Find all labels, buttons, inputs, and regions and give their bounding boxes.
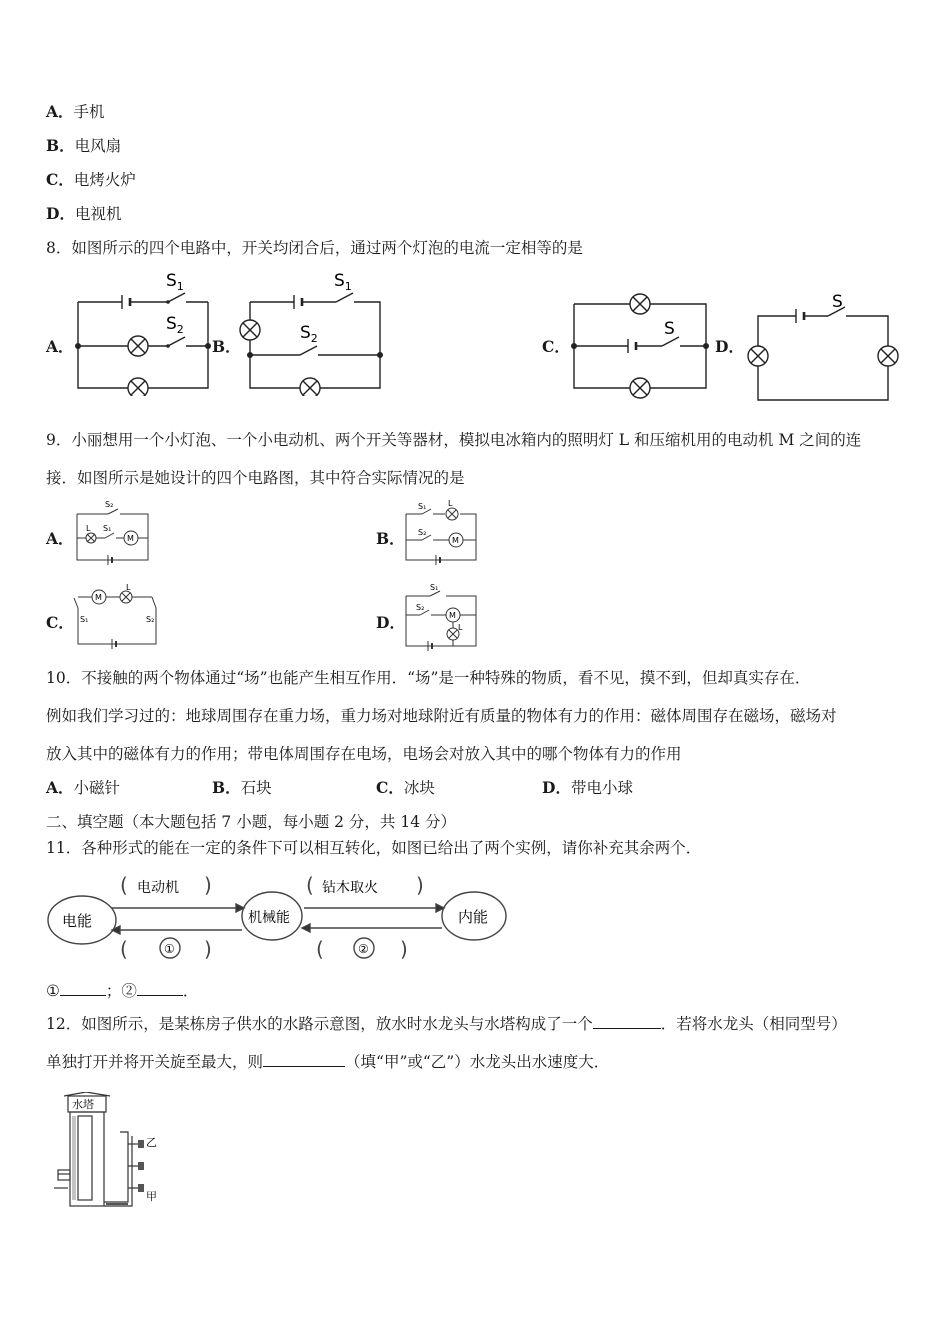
q8-circuit-c [566, 288, 716, 406]
label-blank-1: ① [164, 942, 175, 956]
q8-label-d: D． [715, 337, 744, 356]
q12-water-tower-diagram [54, 1092, 164, 1216]
q8-b-s1-label: $S_1$ [334, 271, 352, 293]
q8-label-a: A． [46, 337, 74, 356]
q9-b-lamp: L [448, 499, 453, 508]
q9-c-s2: S₂ [146, 615, 155, 624]
svg-text:(: ( [316, 937, 324, 961]
q7-option-d: D．电视机 [46, 204, 122, 223]
svg-text:(: ( [120, 937, 128, 961]
label-motor: 电动机 [137, 880, 179, 896]
q9-c-s1: S₁ [80, 615, 89, 624]
label-tap-yi: 乙 [146, 1136, 157, 1149]
q9-label-d: D． [376, 613, 405, 632]
q9-circuit-b [400, 498, 482, 568]
q8-c-s-label: S [664, 319, 675, 339]
label-internal-energy: 内能 [458, 908, 489, 926]
svg-text:): ) [400, 937, 408, 961]
q7-option-b: B．电风扇 [46, 136, 122, 155]
svg-text:(: ( [306, 873, 314, 897]
q8-label-b: B． [212, 337, 241, 356]
q10-option-a: A．小磁针 [46, 778, 121, 797]
q9-a-s1: S₁ [103, 524, 112, 533]
q9-d-lamp: L [458, 623, 463, 632]
svg-text:): ) [204, 873, 212, 897]
q9-b-s1: S₁ [418, 502, 427, 511]
q8-a-s2-label: $S_2$ [166, 314, 184, 336]
label-tap-jia: 甲 [146, 1190, 157, 1203]
q12-line1: 12．如图所示，是某栋房子供水的水路示意图，放水时水龙头与水塔构成了一个 ．若将水龙头（相同型号） [46, 1015, 847, 1033]
svg-text:): ) [416, 873, 424, 897]
q9-circuit-d [400, 582, 482, 654]
q9-d-s1: S₁ [430, 583, 439, 592]
q8-b-s2-label: $S_2$ [300, 323, 318, 345]
q8-circuit-a [66, 268, 216, 396]
q9-a-motor: M [127, 534, 134, 543]
q10-option-b: B．石块 [212, 778, 272, 797]
q8-circuit-b [232, 268, 392, 396]
q10-option-d: D．带电小球 [542, 778, 633, 797]
q12-blank-2[interactable] [263, 1066, 345, 1067]
q8-d-s-label: S [832, 292, 843, 312]
q9-circuit-c [72, 582, 162, 652]
q9-stem-line1: 9．小丽想用一个小灯泡、一个小电动机、两个开关等器材，模拟电冰箱内的照明灯 L 和压缩机用的电动机 M 之间的连 [46, 431, 862, 449]
q9-c-lamp: L [126, 583, 131, 592]
svg-text:(: ( [120, 873, 128, 897]
q9-label-b: B． [376, 529, 405, 548]
label-blank-2: ② [358, 942, 369, 956]
section-2-title: 二、填空题（本大题包括 7 小题，每小题 2 分，共 14 分） [46, 813, 457, 831]
q11-energy-diagram [44, 868, 514, 972]
q11-blank-2[interactable] [137, 995, 183, 996]
q8-stem: 8．如图所示的四个电路中，开关均闭合后，通过两个灯泡的电流一定相等的是 [46, 239, 583, 257]
svg-text:): ) [204, 937, 212, 961]
q10-option-c: C．冰块 [376, 778, 435, 797]
q9-d-s2: S₂ [416, 603, 425, 612]
q8-circuit-d [744, 290, 904, 404]
label-mechanical-energy: 机械能 [248, 910, 290, 926]
label-water-tower: 水塔 [72, 1098, 94, 1111]
q9-d-motor: M [449, 611, 456, 620]
q10-line2: 例如我们学习过的：地球周围存在重力场，重力场对地球附近有质量的物体有力的作用：磁体周围存在磁场，磁场对 [46, 707, 837, 725]
q9-b-s2: S₂ [418, 528, 427, 537]
q9-circuit-a [72, 498, 154, 568]
q12-line2: 单独打开并将开关旋至最大，则 （填“甲”或“乙”）水龙头出水速度大． [46, 1053, 610, 1071]
q9-a-lamp: L [86, 524, 91, 533]
q9-stem-line2: 接．如图所示是她设计的四个电路图，其中符合实际情况的是 [46, 469, 465, 487]
q12-blank-1[interactable] [593, 1028, 661, 1029]
q10-line3: 放入其中的磁体有力的作用；带电体周围存在电场，电场会对放入其中的哪个物体有力的作用 [46, 745, 682, 763]
q9-label-a: A． [46, 529, 74, 548]
q8-a-s1-label: $S_1$ [166, 271, 184, 293]
q7-option-c: C．电烤火炉 [46, 170, 136, 189]
q9-a-s2: S₂ [105, 500, 114, 509]
q10-line1: 10．不接触的两个物体通过“场”也能产生相互作用．“场”是一种特殊的物质，看不见，摸不到，但却真实存在． [46, 669, 811, 687]
q8-label-c: C． [542, 337, 570, 356]
q11-answer-line: ① ；② ． [46, 982, 199, 1000]
q9-label-c: C． [46, 613, 74, 632]
q9-b-motor: M [452, 536, 459, 545]
q11-stem: 11．各种形式的能在一定的条件下可以相互转化，如图已给出了两个实例，请你补充其余两个． [46, 839, 702, 857]
label-drill-wood-fire: 钻木取火 [322, 880, 378, 896]
q7-option-a: A．手机 [46, 102, 105, 121]
q11-blank-1[interactable] [60, 995, 106, 996]
q9-c-motor: M [95, 593, 102, 602]
label-electric-energy: 电能 [62, 912, 93, 930]
